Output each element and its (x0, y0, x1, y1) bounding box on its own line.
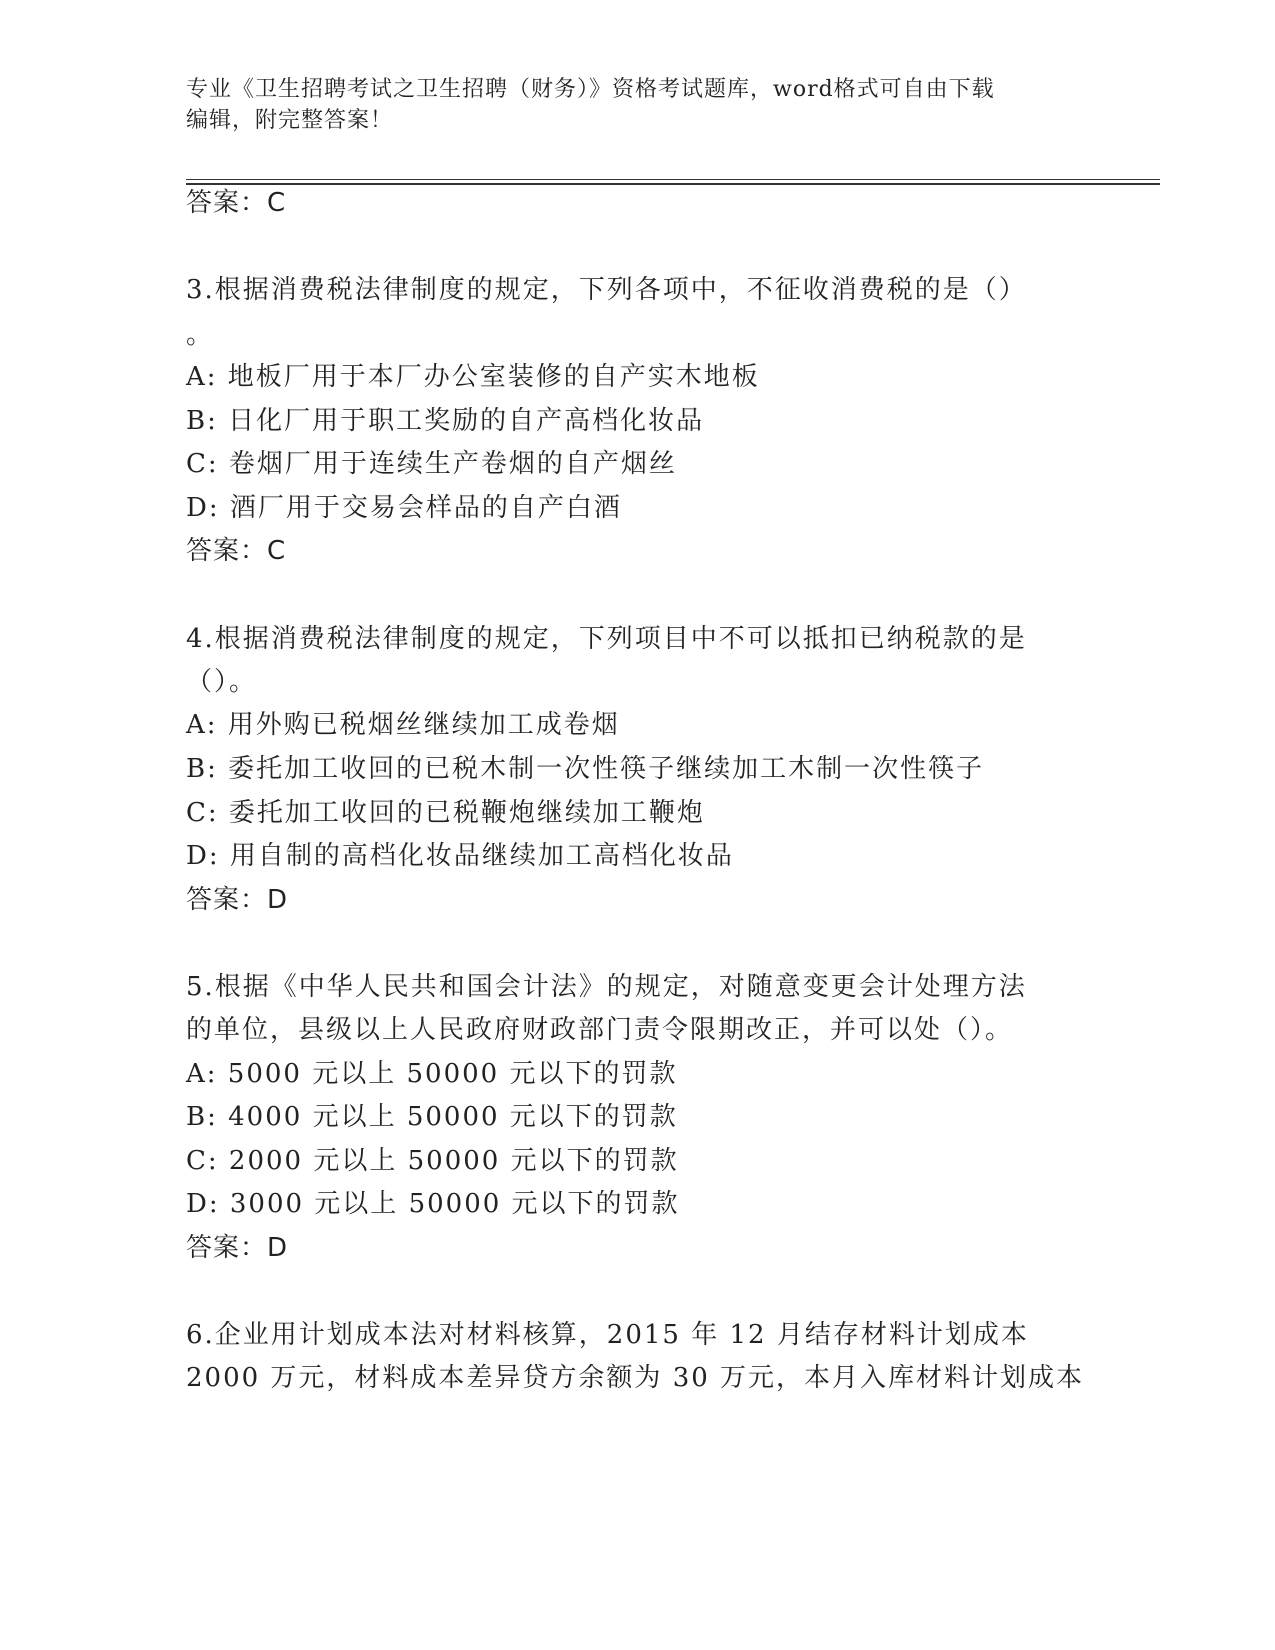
header-line-2: 编辑，附完整答案！ (186, 108, 394, 133)
answer-line: 答案：C (186, 188, 287, 218)
header-note (186, 74, 1086, 136)
option-c: C: 2000 元以上 50000 元以下的罚款 (186, 1146, 679, 1176)
option-b: B: 日化厂用于职工奖励的自产高档化妆品 (186, 406, 705, 436)
header-divider-thin (186, 179, 1160, 180)
question-stem-line: 4.根据消费税法律制度的规定，下列项目中不可以抵扣已纳税款的是 (186, 624, 1027, 654)
option-b: B: 4000 元以上 50000 元以下的罚款 (186, 1102, 678, 1132)
header-line-1: 专业《卫生招聘考试之卫生招聘（财务）》资格考试题库，word格式可自由下载 (186, 77, 995, 102)
option-a: A: 5000 元以上 50000 元以下的罚款 (186, 1059, 678, 1089)
answer-line: 答案：D (186, 885, 289, 915)
option-d: D: 酒厂用于交易会样品的自产白酒 (186, 493, 622, 523)
header-divider-thick (186, 183, 1160, 185)
option-b: B: 委托加工收回的已税木制一次性筷子继续加工木制一次性筷子 (186, 754, 985, 784)
question-stem-line: 3.根据消费税法律制度的规定，下列各项中，不征收消费税的是（） (186, 275, 1027, 305)
answer-line: 答案：C (186, 536, 287, 566)
option-a: A: 用外购已税烟丝继续加工成卷烟 (186, 710, 620, 740)
option-c: C: 卷烟厂用于连续生产卷烟的自产烟丝 (186, 449, 677, 479)
question-stem-line: 2000 万元，材料成本差异贷方余额为 30 万元，本月入库材料计划成本 (186, 1363, 1085, 1393)
option-c: C: 委托加工收回的已税鞭炮继续加工鞭炮 (186, 798, 705, 828)
question-stem-line: 。 (186, 320, 215, 350)
question-stem-line: 5.根据《中华人民共和国会计法》的规定，对随意变更会计处理方法 (186, 972, 1027, 1002)
question-stem-line: 的单位，县级以上人民政府财政部门责令限期改正，并可以处（）。 (186, 1015, 1014, 1045)
question-stem-line: （）。 (186, 667, 258, 697)
answer-line: 答案：D (186, 1233, 289, 1263)
question-stem-line: 6.企业用计划成本法对材料核算，2015 年 12 月结存材料计划成本 (186, 1320, 1029, 1350)
option-d: D: 用自制的高档化妆品继续加工高档化妆品 (186, 841, 734, 871)
option-d: D: 3000 元以上 50000 元以下的罚款 (186, 1189, 680, 1219)
option-a: A: 地板厂用于本厂办公室装修的自产实木地板 (186, 362, 760, 392)
